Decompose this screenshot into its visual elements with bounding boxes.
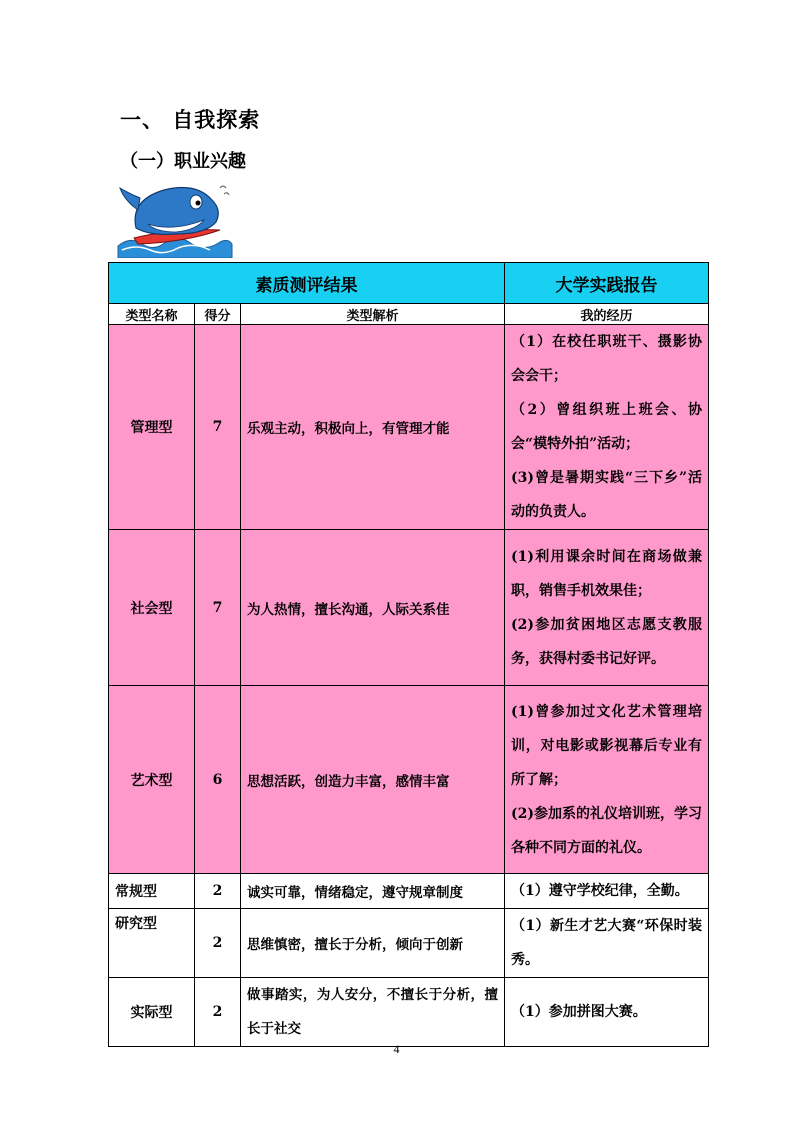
col-header-analysis: 类型解析	[241, 304, 505, 325]
type-name: 管理型	[109, 325, 195, 530]
col-header-score: 得分	[195, 304, 241, 325]
section-heading: 一、 自我探索	[120, 108, 261, 132]
subsection-heading: （一）职业兴趣	[120, 151, 246, 172]
table-row	[109, 909, 709, 978]
table-row	[109, 325, 709, 530]
experience-item: （1）遵守学校纪律，全勤。	[511, 883, 689, 899]
experience-item: (2)参加系的礼仪培训班，学习各种不同方面的礼仪。	[511, 805, 703, 856]
type-name: 社会型	[109, 530, 195, 686]
experience-cell	[505, 874, 709, 909]
header-assessment-results: 素质测评结果	[109, 263, 505, 304]
type-name: 常规型	[109, 874, 195, 909]
type-analysis: 做事踏实，为人安分，不擅长于分析，擅长于社交	[241, 978, 505, 1047]
experience-item: (1)曾参加过文化艺术管理培训，对电影或影视幕后专业有所了解；	[511, 703, 703, 788]
type-score: 7	[195, 530, 241, 686]
header-practice-report: 大学实践报告	[505, 263, 709, 304]
type-score: 7	[195, 325, 241, 530]
table-header-row	[109, 263, 709, 304]
experience-item: (2)参加贫困地区志愿支教服务，获得村委书记好评。	[511, 616, 703, 667]
experience-cell	[505, 686, 709, 874]
experience-cell	[505, 530, 709, 686]
table-row	[109, 686, 709, 874]
experience-item: （1）新生才艺大赛“环保时装秀。	[511, 918, 703, 968]
table-row	[109, 874, 709, 909]
experience-cell	[505, 909, 709, 978]
experience-cell	[505, 978, 709, 1047]
type-analysis: 乐观主动，积极向上，有管理才能	[241, 325, 505, 530]
page-number: 4	[393, 1042, 400, 1056]
table-row	[109, 530, 709, 686]
experience-item: （1）参加拼图大赛。	[511, 1004, 647, 1020]
experience-cell	[505, 325, 709, 530]
type-name: 实际型	[109, 978, 195, 1047]
type-analysis: 为人热情，擅长沟通，人际关系佳	[241, 530, 505, 686]
experience-item: （1）在校任职班干、摄影协会会干；	[511, 334, 703, 384]
type-analysis: 思想活跃，创造力丰富，感情丰富	[241, 686, 505, 874]
table-row	[109, 978, 709, 1047]
column-header-row	[109, 304, 709, 325]
experience-item: （2）曾组织班上班会、协会“模特外拍”活动；	[511, 402, 703, 452]
col-header-type: 类型名称	[109, 304, 195, 325]
type-score: 2	[195, 978, 241, 1047]
type-score: 2	[195, 909, 241, 978]
type-name: 艺术型	[109, 686, 195, 874]
col-header-experience: 我的经历	[505, 304, 709, 325]
experience-item: (3)曾是暑期实践“三下乡”活动的负责人。	[511, 470, 703, 520]
type-name: 研究型	[109, 909, 195, 978]
experience-item: (1)利用课余时间在商场做兼职，销售手机效果佳；	[511, 548, 703, 599]
type-score: 2	[195, 874, 241, 909]
interest-assessment-table	[108, 262, 709, 1047]
type-score: 6	[195, 686, 241, 874]
type-analysis: 诚实可靠，情绪稳定，遵守规章制度	[241, 874, 505, 909]
whale-surfing-illustration	[116, 180, 234, 258]
type-analysis: 思维慎密，擅长于分析，倾向于创新	[241, 909, 505, 978]
